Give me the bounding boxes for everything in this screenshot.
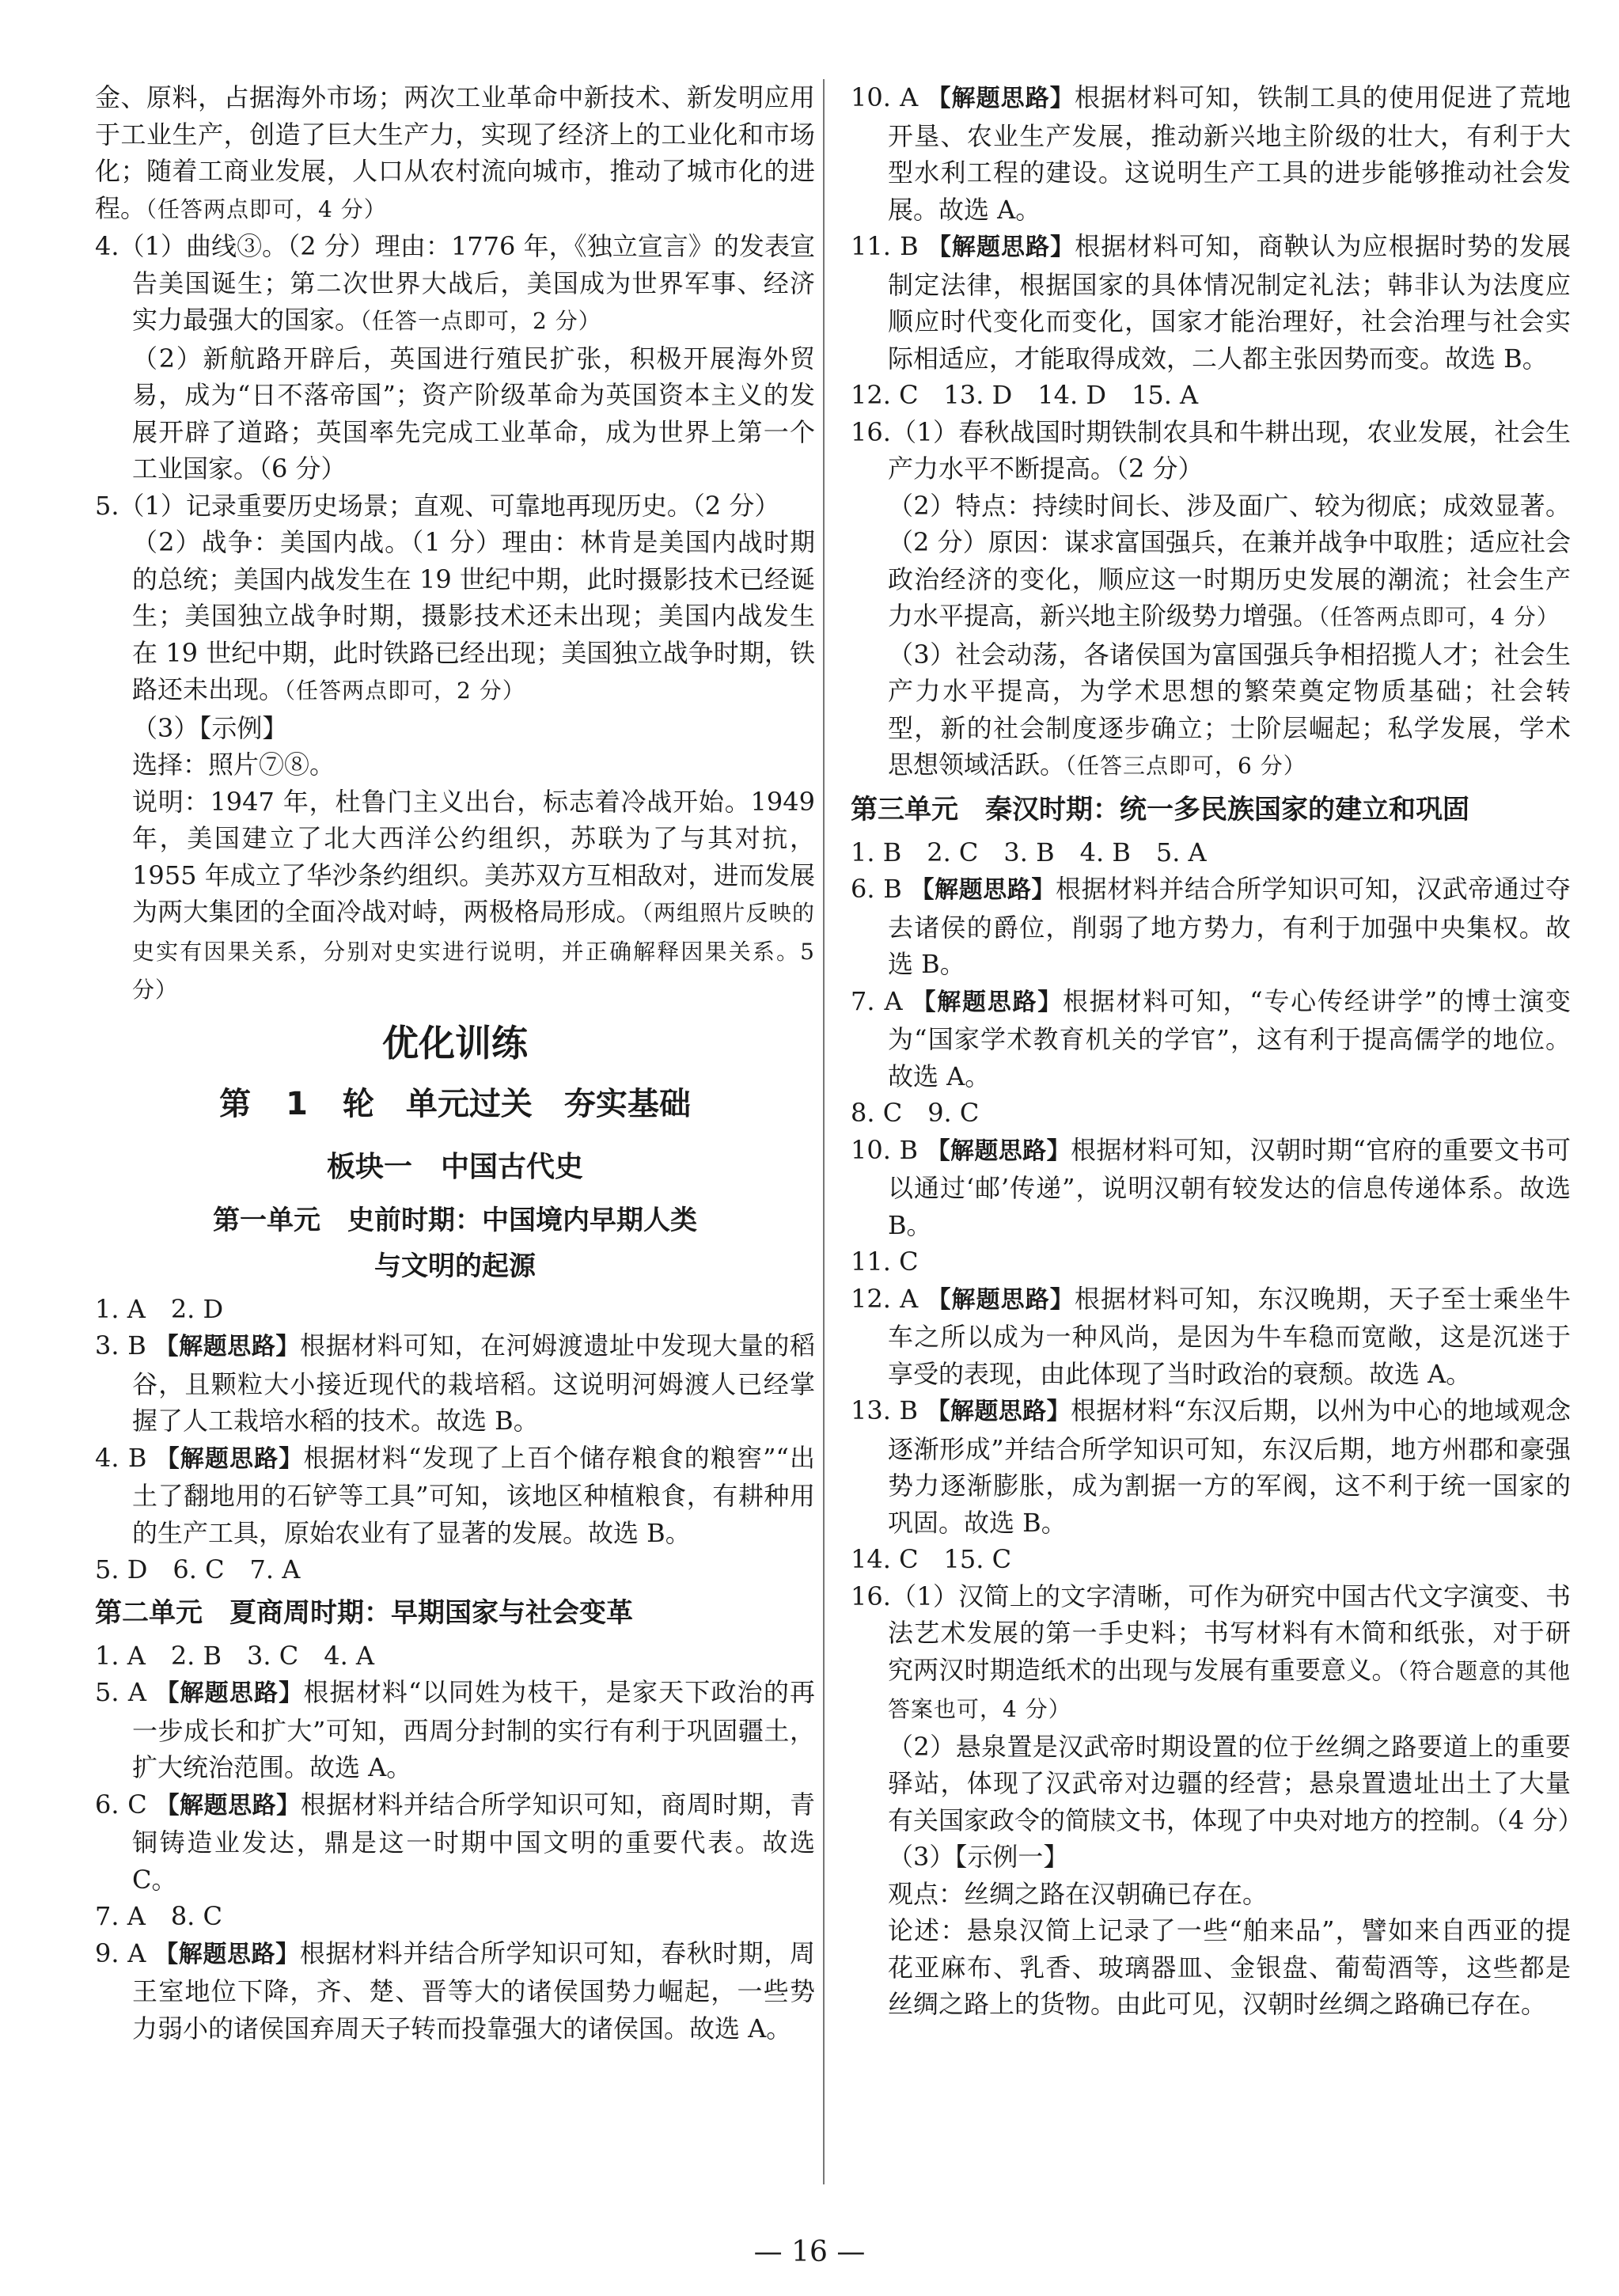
answer-item: 16.（1）汉简上的文字清晰，可作为研究中国古代文字演变、书法艺术发展的第一手史料；书写材料有木简和纸张，对于研究两汉时期造纸术的出现与发展有重要意义。（符合题意的其他答案也可，4 分） <box>851 1581 1571 1722</box>
answer-sub: 论述：悬泉汉简上记录了一些“舶来品”，譬如来自西亚的提花亚麻布、乳香、玻璃器皿、金银盘、葡萄酒等，这些都是丝绸之路上的货物。由此可见，汉朝时丝绸之路确已存在。 <box>888 1915 1571 2019</box>
answer-sub: （3）社会动荡，各诸侯国为富国强兵争相招揽人才；社会生产力水平提高，为学术思想的繁荣奠定物质基础；社会转型，新的社会制度逐步确立；士阶层崛起；私学发展，学术思想领域活跃。（任答三点即可，6 分） <box>888 639 1571 780</box>
section-title: 优化训练 <box>382 1021 528 1065</box>
answer-item: 12. A 【解题思路】根据材料可知，东汉晚期，天子至士乘坐牛车之所以成为一种风尚，是因为牛车稳而宽敞，这是沉迷于享受的表现，由此体现了当时政治的衰颓。故选 A。 <box>851 1283 1572 1389</box>
answer-item: 3. B 【解题思路】根据材料可知，在河姆渡遗址中发现大量的稻谷，且颗粒大小接近现代的栽培稻。这说明河姆渡人已经掌握了人工栽培水稻的技术。故选 B。 <box>95 1330 815 1436</box>
answer-item: 5. D 6. C 7. A <box>95 1554 301 1584</box>
page-number: — 16 — <box>753 2236 866 2268</box>
answer-item: 16.（1）春秋战国时期铁制农具和牛耕出现，农业发展，社会生产力水平不断提高。（2 分） <box>851 416 1571 484</box>
block-title: 板块一 中国古代史 <box>326 1150 583 1183</box>
answer-item: 7. A 【解题思路】根据材料可知，“专心传经讲学”的博士演变为“国家学术教育机关的学官”，这有利于提高儒学的地位。故选 A。 <box>851 985 1572 1091</box>
answer-item: 8. C 9. C <box>851 1098 980 1128</box>
round-title: 第 1 轮 单元过关 夯实基础 <box>219 1085 691 1122</box>
answer-sub: （3）【示例一】 <box>888 1842 1069 1872</box>
answer-item: 4.（1）曲线③。（2 分）理由：1776 年，《独立宣言》的发表宣告美国诞生；第二次世界大战后，美国成为世界军事、经济实力最强大的国家。（任答一点即可，2 分） <box>95 231 815 335</box>
answer-sub: （2）战争：美国内战。（1 分）理由：林肯是美国内战时期的总统；美国内战发生在 19 世纪中期，此时摄影技术已经诞生；美国独立战争时期，摄影技术还未出现；美国内战发生在 19 世纪中期，此时铁路已经出现；美国独立战争时期，铁路还未出现。（任答两点即可，2 分） <box>132 527 815 704</box>
answer-sub: 观点：丝绸之路在汉朝确已存在。 <box>888 1878 1268 1909</box>
answer-item: 1. B 2. C 3. B 4. B 5. A <box>851 837 1207 867</box>
answer-item: 11. B 【解题思路】根据材料可知，商鞅认为应根据时势的发展制定法律，根据国家的具体情况制定礼法；韩非认为法度应顺应时代变化而变化，国家才能治理好，社会治理与社会实际相适应，才能取得成效，二人都主张因势而变。故选 B。 <box>851 231 1572 374</box>
answer-item: 13. B 【解题思路】根据材料“东汉后期，以州为中心的地域观念逐渐形成”并结合所学知识可知，东汉后期，地方州郡和豪强势力逐渐膨胀，成为割据一方的军阀，这不利于统一国家的巩固。故选 B。 <box>851 1395 1571 1538</box>
left-column <box>95 79 815 2047</box>
unit-heading: 与文明的起源 <box>374 1250 536 1282</box>
right-column <box>851 79 1583 2023</box>
answer-item: 1. A 2. B 3. C 4. A <box>95 1640 375 1671</box>
answer-item: 10. A 【解题思路】根据材料可知，铁制工具的使用促进了荒地开垦、农业生产发展，推动新兴地主阶级的壮大，有利于大型水利工程的建设。这说明生产工具的进步能够推动社会发展。故选 A。 <box>851 82 1572 225</box>
answer-item: 5.（1）记录重要历史场景；直观、可靠地再现历史。（2 分） <box>95 490 780 521</box>
answer-item: 6. B 【解题思路】根据材料并结合所学知识可知，汉武帝通过夺去诸侯的爵位，削弱了地方势力，有利于加强中央集权。故选 B。 <box>851 874 1571 979</box>
answer-sub: （2）悬泉置是汉武帝时期设置的位于丝绸之路要道上的重要驿站，体现了汉武帝对边疆的经营；悬泉置遗址出土了大量有关国家政令的简牍文书，体现了中央对地方的控制。（4 分） <box>888 1731 1583 1835</box>
answer-sub: （2）特点：持续时间长、涉及面广、较为彻底；成效显著。（2 分）原因：谋求富国强兵，在兼并战争中取胜；适应社会政治经济的变化，顺应这一时期历史发展的潮流；社会生产力水平提高，新兴地主阶级势力增强。（任答两点即可，4 分） <box>888 490 1571 631</box>
answer-paragraph: 金、原料，占据海外市场；两次工业革命中新技术、新发明应用于工业生产，创造了巨大生产力，实现了经济上的工业化和市场化；随着工商业发展，人口从农村流向城市，推动了城市化的进程。（任答两点即可，4 分） <box>95 82 815 223</box>
answer-item: 7. A 8. C <box>95 1901 223 1931</box>
answer-item: 11. C <box>851 1247 919 1277</box>
answer-item: 1. A 2. D <box>95 1293 224 1324</box>
answer-item: 4. B 【解题思路】根据材料“发现了上百个储存粮食的粮窖”“出土了翻地用的石铲等工具”可知，该地区种植粮食，有耕种用的生产工具，原始农业有了显著的发展。故选 B。 <box>95 1442 815 1548</box>
answer-sub: 说明：1947 年，杜鲁门主义出台，标志着冷战开始。1949 年，美国建立了北大西洋公约组织，苏联为了与其对抗，1955 年成立了华沙条约组织。美苏双方互相敌对，进而发展为两大集团的全面冷战对峙，两极格局形成。（两组照片反映的史实有因果关系，分别对史实进行说明，并正确解释因果关系。5 分） <box>132 786 815 1003</box>
unit-heading: 第二单元 夏商周时期：早期国家与社会变革 <box>95 1596 633 1629</box>
answer-item: 14. C 15. C <box>851 1544 1012 1574</box>
answer-item: 12. C 13. D 14. D 15. A <box>851 380 1199 410</box>
answer-sub: （2）新航路开辟后，英国进行殖民扩张，积极开展海外贸易，成为“日不落帝国”；资产阶级革命为英国资本主义的发展开辟了道路；英国率先完成工业革命，成为世界上第一个工业国家。（6 分） <box>132 343 815 484</box>
column-divider <box>823 79 825 2184</box>
answer-item: 5. A 【解题思路】根据材料“以同姓为枝干，是家天下政治的再一步成长和扩大”可知，西周分封制的实行有利于巩固疆土，扩大统治范围。故选 A。 <box>95 1677 815 1782</box>
answer-item: 6. C 【解题思路】根据材料并结合所学知识可知，商周时期，青铜铸造业发达，鼎是这一时期中国文明的重要代表。故选 C。 <box>95 1789 815 1895</box>
answer-sub: （3）【示例】 <box>132 712 288 743</box>
unit-heading: 第三单元 秦汉时期：统一多民族国家的建立和巩固 <box>851 793 1469 825</box>
answer-sub: 选择：照片⑦⑧。 <box>132 750 336 780</box>
unit-heading: 第一单元 史前时期：中国境内早期人类 <box>213 1204 697 1236</box>
answer-item: 9. A 【解题思路】根据材料并结合所学知识可知，春秋时期，周王室地位下降，齐、楚、晋等大的诸侯国势力崛起，一些势力弱小的诸侯国弃周天子转而投靠强大的诸侯国。故选 A。 <box>95 1937 815 2044</box>
answer-item: 10. B 【解题思路】根据材料可知，汉朝时期“官府的重要文书可以通过‘邮’传递”，说明汉朝有较发达的信息传递体系。故选 B。 <box>851 1134 1571 1240</box>
